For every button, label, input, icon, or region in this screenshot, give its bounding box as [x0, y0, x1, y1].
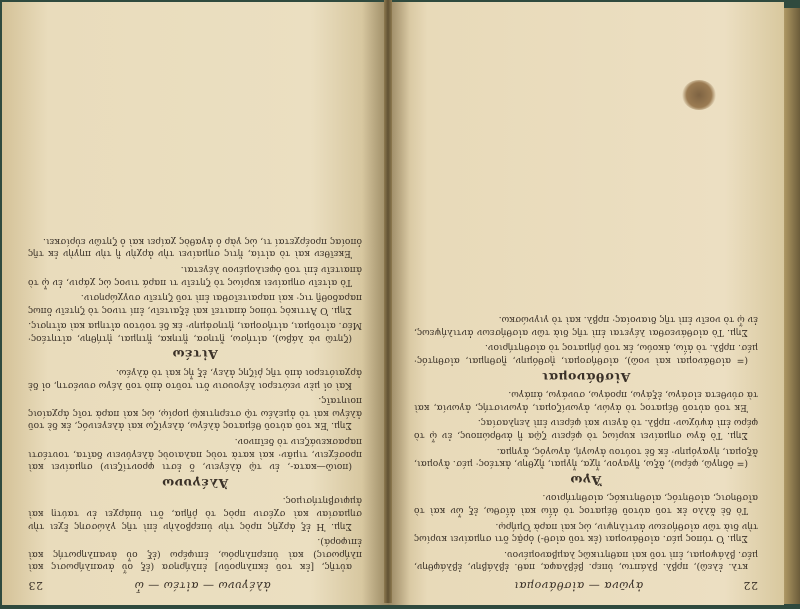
book-gutter	[384, 0, 392, 603]
paragraph: Σημ. Ἡ ἐξ ἀρχῆς πρὸς τὴν ὑπερβολὴν ἐπὶ τῆς γλώσσης ἔχει τὴν σημασίαν καὶ σχέσιν πρὸς τὸ ῥῆμα, ὅτι ὑπάρχει ἐν ταύτῃ καὶ ἀμφισβητήσιμος.	[28, 495, 362, 532]
paragraph: Ἐκ τοῦ αὐτοῦ θέματος τὸ ἀγών, ἀγωνίζομαι, ἀγωνιστής, ἀγωνία, καὶ τὰ σύνθετα εἰσάγω, ἐξάγω, προάγω, συνάγω, ἀπάγω.	[414, 389, 758, 413]
paragraph: (ποιῶ—κατα-, ἐν τῷ ἀλέγειν, ὅ ἐστι φροντίζειν) σημαίνει καὶ προσέχειν, τιμᾶν· καὶ κατὰ τοὺς παλαιοὺς ἀλεγύνειν δαῖτα, τουτέστι παρασκευάζειν τὸ δεῖπνον.	[28, 436, 362, 473]
paragraph: αὐτῆς, [ἐκ τοῦ ἐκπληροῦν] ἐπλήρησα (ἐξ οὗ ἀναπλήρωσις καὶ πλήρωσις) καὶ ὑπερπληρόω, ἐπιφέρω (ἐξ οὗ ἀναπληρωτής καὶ ἐπιφορά).	[28, 536, 362, 573]
paragraph: (= αἰσθάνομαι καὶ νοῶ), αἰσθήσομαι, ᾐσθόμην, ᾔσθημαι, αἰσθητός· μέσ. πρβλ. τὸ ἀΐω, ἀκούω, ἐκ τοῦ ῥήματος τὸ αἰσθητήριον.	[414, 342, 758, 367]
paragraph: Σημ. Ὁ τύπος μέσ. αἰσθάνομαι (ἐκ τοῦ αἰσθ-) ὁρᾷς ὅτι σημαίνει κυρίως τὴν διὰ τῶν αἰσθήσεων ἀντίληψιν, ὡς καὶ παρὰ Ὁμήρῳ.	[414, 520, 758, 545]
paragraph: (= ὁδηγῶ, φέρω), ἄξω, ἤγαγον, ἦχα, ἦγμαι, ἤχθην, ἀκτέος· μέσ. ἄγομαι, ἄξομαι, ἠγαγόμην· ἐκ δὲ τούτου ἀγωγή, ἀγωγός, ἄγημα.	[414, 445, 758, 470]
running-title: ἀγῶνα — αἰσθάνομαι	[513, 579, 644, 592]
entry-headword: Ἄγω	[570, 472, 602, 488]
paragraph: κτλ. ἐλεῶ), πρβλ. βλάπτω, ὑπερ. βέβλαφα, παθ. ἐβλάβην, ἐβλάφθην, μέσ. βλάψομαι, ἐπὶ τοῦ καὶ παθητικῶς λαμβανομένου.	[414, 548, 758, 573]
paragraph: (ζητῶ νὰ λάβω), αἰτήσω, ᾔτησα, ᾔτηκα, ᾔτημαι, ᾐτήθην, αἰτητέος· Μέσ. αἰτοῦμαι, αἰτήσομαι, ᾐτησάμην· ἐκ δὲ τούτου αἴτημα καὶ αἴτησις.	[28, 320, 362, 344]
paragraph: Τὸ δὲ ἄλλο ἐκ τοῦ αὐτοῦ θέματος τὸ ἀΐω καὶ ἀΐσθω, ἐξ ὧν καὶ τὸ αἴσθησις, αἰσθητός, αἰσθητικός, αἰσθητήριον.	[414, 492, 758, 517]
paragraph: Σημ. Τὸ ἄγω σημαίνει κυρίως τὸ φέρειν ζῷα ἢ ἀνθρώπους, ἐν ᾧ τὸ φέρω ἐπὶ ἀψύχων· πρβλ. τὸ ἄγειν καὶ φέρειν ἐπὶ λεηλασίας.	[414, 417, 758, 442]
entry-headword: Αἰτέω	[172, 347, 218, 363]
entry-headword: Αἰσθάνομαι	[541, 369, 631, 385]
paragraph: Σημ. Ὁ Ἀττικὸς τύπος ἀπαιτεῖ καὶ ἐξαιτεῖν, ἐπί τινος τὸ ζητεῖν ὅπως παραδοθῇ τις· καὶ παραιτεῖσθαι ἐπὶ τοῦ ζητεῖν συγχώρησιν.	[28, 292, 362, 316]
page-number: 23	[28, 579, 43, 592]
right-page	[388, 2, 784, 605]
right-page-content	[388, 2, 784, 605]
left-page-content	[2, 2, 388, 605]
entry-headword: Ἀλέγυνω	[161, 475, 229, 491]
open-book	[2, 2, 784, 605]
running-title: ἀλέγυνω — αἰτέω — ὦ	[134, 579, 271, 592]
running-head	[414, 578, 758, 591]
paragraph: Ἐκεῖθεν καὶ τὸ αἰτία, ἥτις σημαίνει τὴν ἀρχὴν ἢ τὴν πηγὴν ἐκ τῆς ὁποίας προέρχεταί τι, ὡς γὰρ ὁ ἀγαθὸς χαίρει καὶ ὁ ζητῶν εὑρίσκει.	[28, 235, 362, 260]
paragraph: Καὶ οἱ μὲν νεώτεροι λέγουσιν ὅτι τοῦτο ἀπὸ τοῦ λέγω συνέστη, οἱ δὲ ἀρχαιότεροι ἀπὸ τῆς ῥίζης ἀλεγ, ἐξ ἧς καὶ τὸ ἀλγέω.	[28, 367, 362, 391]
running-head	[28, 578, 362, 591]
left-page	[2, 2, 388, 605]
paragraph: Τὸ αἰτεῖν σημαίνει κυρίως τὸ ζητεῖν τι παρά τινος ὡς χάριν, ἐν ᾧ τὸ ἀπαιτεῖν ἐπὶ τοῦ ὀφειλομένου λέγεται.	[28, 263, 362, 288]
paragraph: Σημ. Ἐκ τοῦ αὐτοῦ θέματος ἀλέγω, ἀλεγίζω καὶ ἀλεγεινός, ἐκ δὲ τοῦ ἀλέγω καὶ τὸ ἀμελέω τῷ στερητικῷ μορίῳ, ὡς καὶ παρὰ τοῖς ἀρχαίοις ποιηταῖς.	[28, 395, 362, 432]
paragraph: Σημ. Τὸ αἰσθάνεσθαι λέγεται ἐπὶ τῆς διὰ τῶν αἰσθήσεων ἀντιλήψεως, ἐν ᾧ τὸ νοεῖν ἐπὶ τῆς διανοίας· πρβλ. καὶ τὸ γιγνώσκω.	[414, 314, 758, 338]
page-number: 22	[743, 579, 758, 592]
